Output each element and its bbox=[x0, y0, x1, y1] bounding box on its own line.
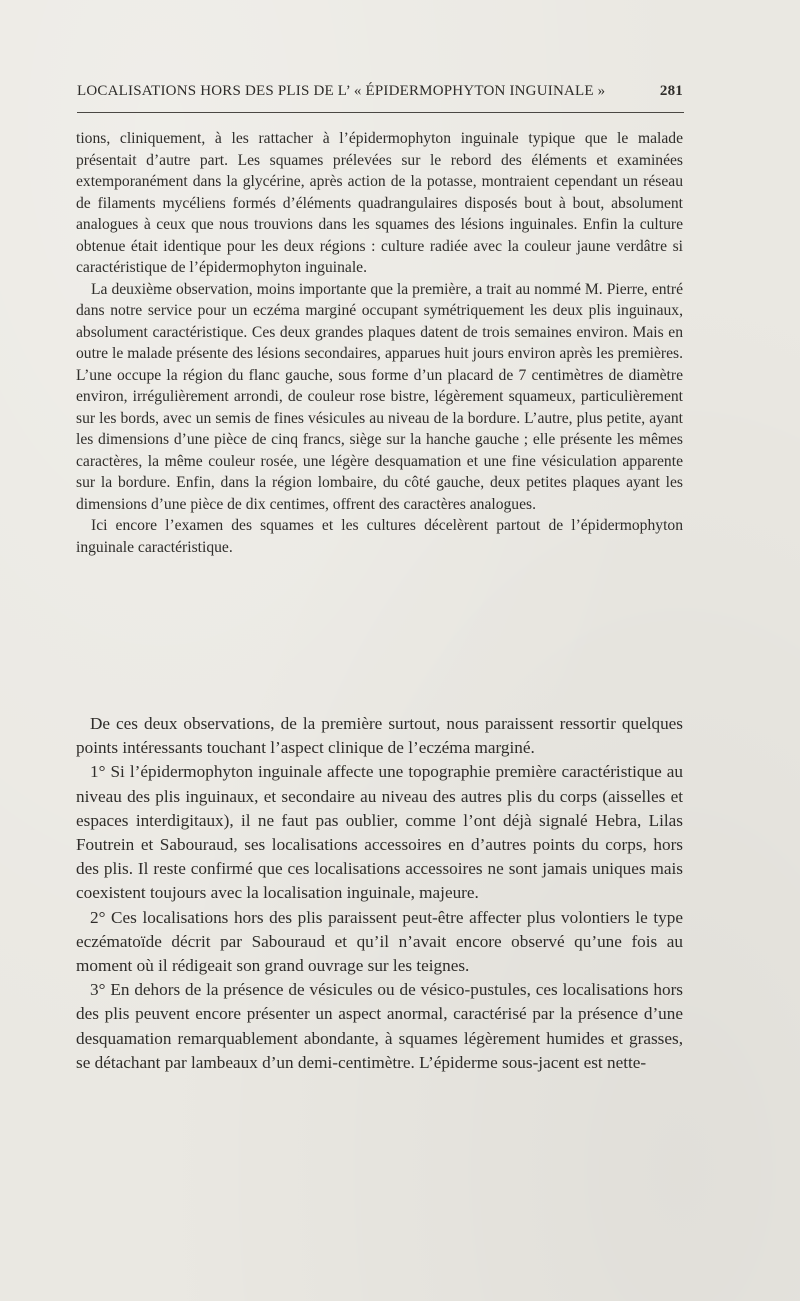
paragraph: De ces deux observations, de la première surtout, nous paraissent ressortir quelques points intéressants touchant l’aspect clinique de l’eczéma marginé. bbox=[76, 714, 683, 758]
running-title: LOCALISATIONS HORS DES PLIS DE L’ « ÉPIDERMOPHYTON INGUINALE » bbox=[77, 83, 606, 99]
paragraph: Ici encore l’examen des squames et les cultures décelèrent partout de l’épidermophyton inguinale caractéristique. bbox=[76, 517, 683, 556]
paragraph: 2° Ces localisations hors des plis paraissent peut-être affecter plus volontiers le type eczématoïde décrit par Sabouraud et qu’il n’avait encore observé qu’une fois au moment où il rédigeait son grand ouvrage sur les teignes. bbox=[76, 907, 683, 976]
header-rule bbox=[77, 112, 684, 113]
paragraph: La deuxième observation, moins importante que la première, a trait au nommé M. Pierre, entré dans notre service pour un eczéma marginé occupant symétriquement les deux plis inguinaux, absolument caractéristique. Ces deux grandes plaques datent de trois semaines environ. Mais en outre le malade présente des lésions secondaires, apparues huit jours environ après les premières. L’une occupe la région du flanc gauche, sous forme d’un placard de 7 centimètres de diamètre environ, irrégulièrement arrondi, de couleur rose bistre, légèrement squameux, particulièrement sur les bords, avec un semis de fines vésicules au niveau de la bordure. L’autre, plus petite, ayant les dimensions d’une pièce de cinq francs, siège sur la hanche gauche ; elle présente les mêmes caractères, la même couleur rosée, une légère desquamation et une fine vésiculation apparente sur la bordure. Enfin, dans la région lombaire, du côté gauche, deux petites plaques ayant les dimensions d’une pièce de dix centimes, offrent des caractères analogues. bbox=[76, 280, 683, 513]
body-text-small bbox=[76, 128, 683, 558]
body-text-large bbox=[76, 712, 683, 1075]
running-header bbox=[77, 83, 683, 100]
page-number: 281 bbox=[659, 83, 683, 99]
paragraph: 1° Si l’épidermophyton inguinale affecte une topographie première caractéristique au niveau des plis inguinaux, et secondaire au niveau des autres plis du corps (aisselles et espaces interdigitaux), il ne faut pas oublier, comme l’ont déjà signalé Hebra, Lilas Foutrein et Sabouraud, ses localisations accessoires en d’autres points du corps, hors des plis. Il reste confirmé que ces localisations accessoires ne sont jamais uniques mais coexistent toujours avec la localisation inguinale, majeure. bbox=[76, 762, 683, 903]
paragraph: tions, cliniquement, à les rattacher à l’épidermophyton inguinale typique que le malade présentait d’autre part. Les squames prélevées sur le rebord des éléments et examinées extemporanément dans la glycérine, après action de la potasse, montraient cependant un réseau de filaments mycéliens formés d’éléments quadrangulaires disposés bout à bout, absolument analogues à ceux que nous trouvions dans les squames des lésions inguinales. Enfin la culture obtenue était identique pour les deux régions : culture radiée avec la couleur jaune verdâtre si caractéristique de l’épidermophyton inguinale. bbox=[76, 130, 683, 276]
paragraph: 3° En dehors de la présence de vésicules ou de vésico-pustules, ces localisations hors des plis peuvent encore présenter un aspect anormal, caractérisé par la présence d’une desquamation remarquablement abondante, à squames légèrement humides et grasses, se détachant par lambeaux d’un demi-centimètre. L’épiderme sous-jacent est nette- bbox=[76, 980, 683, 1072]
